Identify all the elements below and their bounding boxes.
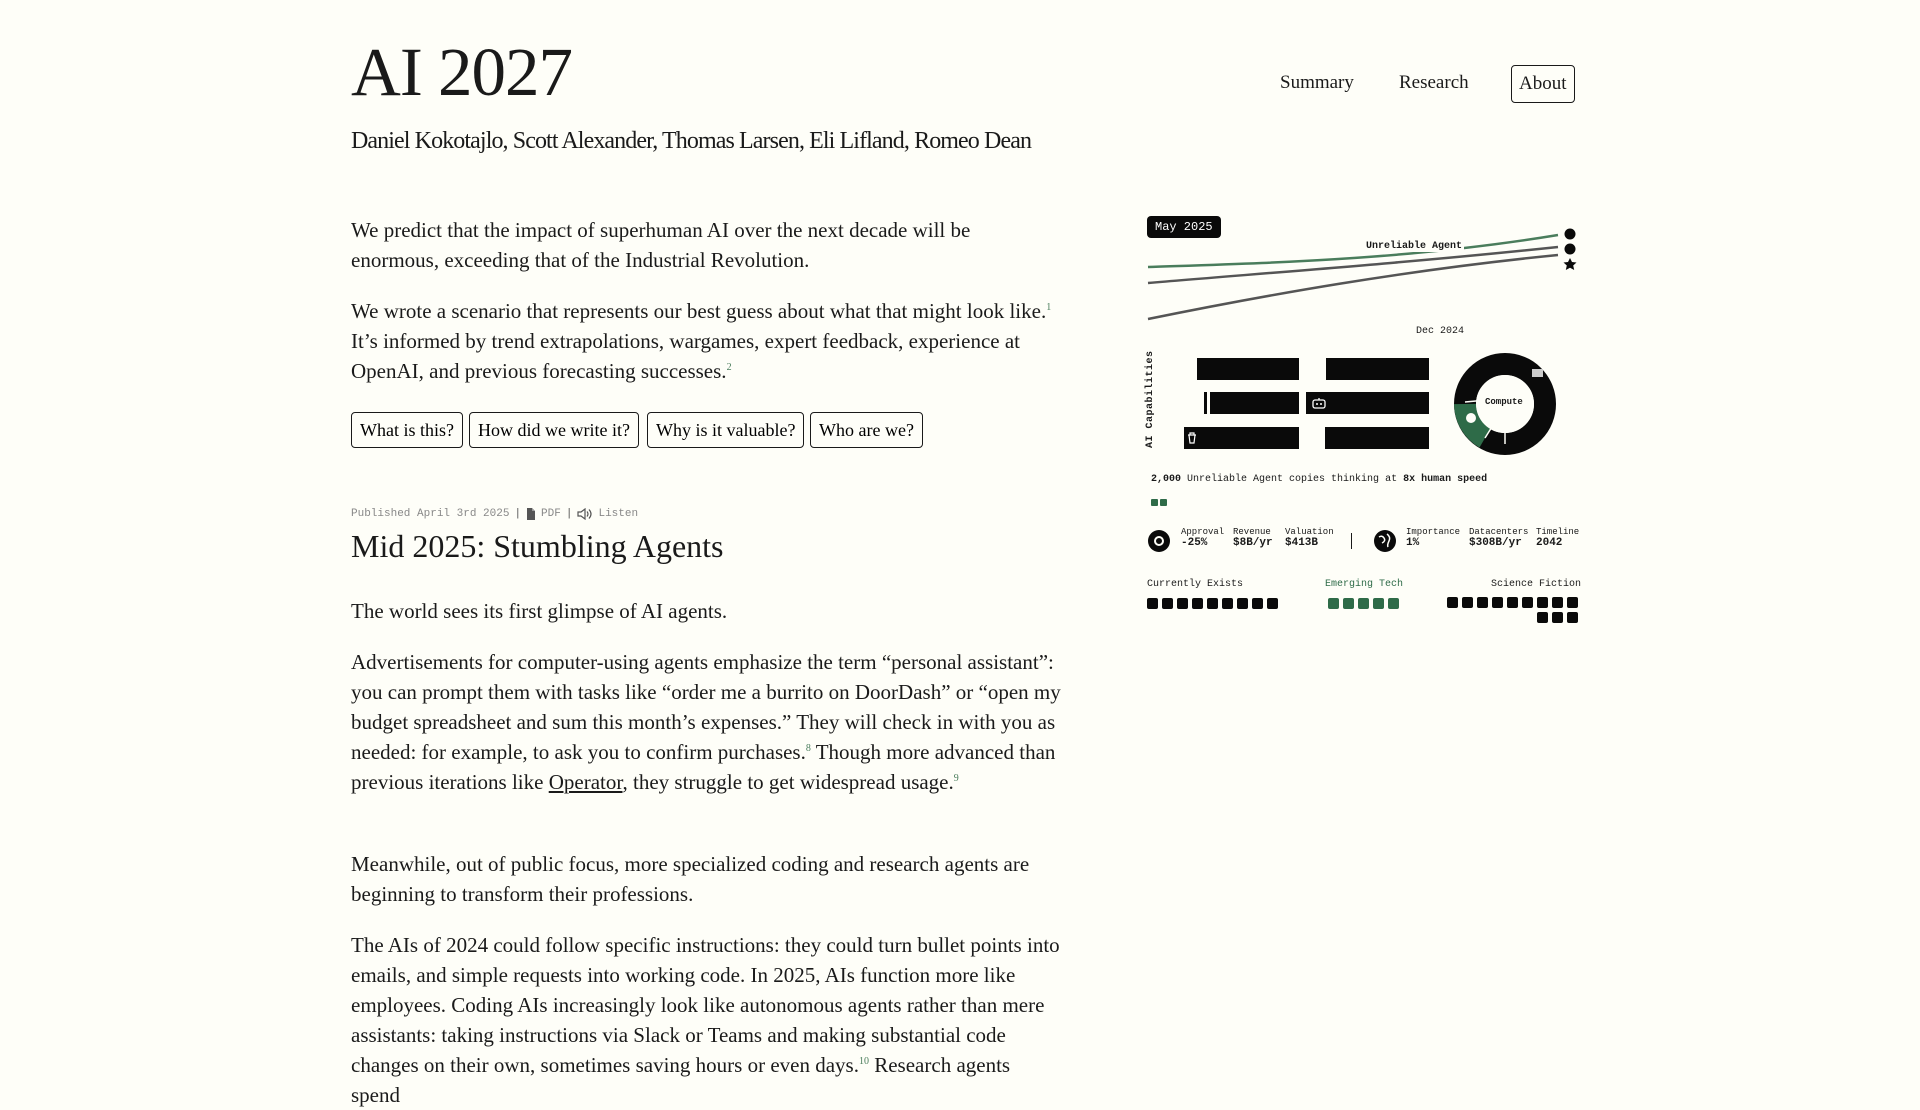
article-p2-text-a: Advertisements for computer-using agents emphasize the term “personal assistant”: you can prompt them with tasks like “order me a burrito on DoorDash” or “open my budget spreadsheet and sum this month’s expenses.” They will check in with you as needed: for example, to ask you to confirm purchases.	[351, 650, 1061, 764]
published-date: Published April 3rd 2025	[351, 508, 510, 520]
article-p2-text-c: , they struggle to get widespread usage.	[622, 770, 954, 794]
tech-square	[1328, 598, 1339, 609]
site-title: AI 2027	[351, 34, 573, 110]
article-meta	[351, 508, 638, 520]
donut-leader-icon	[1466, 413, 1476, 423]
stat-value: 1%	[1406, 537, 1420, 549]
stat-value: 2042	[1536, 537, 1563, 549]
meta-separator: |	[565, 508, 573, 520]
date-badge: May 2025	[1147, 216, 1221, 238]
stat-label: Importance	[1406, 527, 1461, 537]
tech-square	[1177, 598, 1188, 609]
intro-paragraph-2	[351, 296, 1061, 386]
trash-icon	[1186, 432, 1198, 444]
copies-indicator	[1151, 493, 1169, 511]
stat-datacenters	[1469, 527, 1528, 549]
why-is-it-valuable-button[interactable]: Why is it valuable?	[647, 412, 804, 448]
tech-square	[1388, 598, 1399, 609]
tech-squares-emerging	[1328, 596, 1408, 614]
company-logo-icon	[1147, 529, 1171, 553]
star-logo-icon	[1564, 258, 1577, 270]
tech-label-exists: Currently Exists	[1147, 579, 1244, 590]
intro-p2-text-a: We wrote a scenario that represents our best guess about what that might look like.	[351, 299, 1047, 323]
article-paragraph-4	[351, 930, 1061, 1110]
footnote-2[interactable]: 2	[726, 362, 732, 373]
pdf-link[interactable]: PDF	[541, 508, 561, 520]
listen-button[interactable]: Listen	[598, 508, 639, 520]
tech-square	[1343, 598, 1354, 609]
tech-square	[1552, 612, 1563, 623]
tech-square	[1162, 598, 1173, 609]
stat-value: $413B	[1285, 537, 1319, 549]
article-p2-text-b: Though more advanced than previous iterations like	[351, 740, 1056, 794]
capability-marker	[1204, 392, 1207, 414]
article-p4-text-a: The AIs of 2024 could follow specific instructions: they could turn bullet points into emails, and simple requests into working code. In 2025, AIs function more like employees. Coding AIs increasingly look like autonomous agents rather than mere assistants: taking instructions via Slack or Teams and making substantial code changes on their own, sometimes saving hours or even days.	[351, 933, 1060, 1077]
article-paragraph-2	[351, 647, 1061, 797]
tech-square	[1507, 597, 1518, 608]
globe-icon	[1373, 529, 1397, 553]
tech-square	[1447, 597, 1458, 608]
intro-p2-text-b: It’s informed by trend extrapolations, wargames, expert feedback, experience at OpenAI, and previous forecasting successes.	[351, 329, 1021, 383]
donut-center-label: Compute	[1485, 397, 1523, 407]
copies-line	[1151, 474, 1487, 485]
stat-approval	[1181, 527, 1224, 549]
globe-logo-icon	[1565, 244, 1576, 255]
copies-count: 2,000	[1151, 474, 1182, 485]
footnote-10[interactable]: 10	[858, 1056, 869, 1067]
article-paragraph-1: The world sees its first glimpse of AI agents.	[351, 599, 728, 623]
robot-icon	[1312, 397, 1326, 409]
tech-square	[1192, 598, 1203, 609]
tech-square	[1222, 598, 1233, 609]
capability-bar-1	[1197, 358, 1299, 380]
tech-squares-scifi	[1438, 596, 1582, 626]
nav-research[interactable]: Research	[1399, 72, 1469, 93]
tech-square	[1267, 598, 1278, 609]
stat-label: Datacenters	[1469, 527, 1529, 537]
stat-revenue	[1233, 527, 1273, 549]
tech-square	[1537, 597, 1548, 608]
tech-square	[1522, 597, 1533, 608]
capability-bar-3	[1210, 392, 1299, 414]
capability-bar-4	[1306, 392, 1429, 414]
intro-paragraph-1: We predict that the impact of superhuman AI over the next decade will be enormous, exceeding that of the Industrial Revolution.	[351, 218, 971, 272]
leader-logo-icon	[1565, 229, 1576, 240]
copies-text: Unreliable Agent copies thinking at	[1187, 474, 1398, 485]
footnote-8[interactable]: 8	[805, 743, 811, 754]
tech-square	[1552, 597, 1563, 608]
stat-value: $308B/yr	[1469, 537, 1522, 549]
tech-square	[1462, 597, 1473, 608]
tech-square	[1252, 598, 1263, 609]
tech-squares-exists	[1147, 596, 1287, 614]
speaker-icon	[577, 508, 593, 520]
us-flag-icon	[1532, 369, 1543, 377]
footnote-1[interactable]: 1	[1046, 302, 1052, 313]
tech-square	[1567, 612, 1578, 623]
chart-date-label: Dec 2024	[1416, 326, 1465, 337]
tech-square	[1373, 598, 1384, 609]
section-title: Mid 2025: Stumbling Agents	[351, 528, 724, 564]
tech-square	[1207, 598, 1218, 609]
what-is-this-button[interactable]: What is this?	[351, 412, 463, 448]
copies-square	[1151, 499, 1158, 506]
tech-square	[1477, 597, 1488, 608]
stat-valuation	[1285, 527, 1334, 549]
stat-label: Approval	[1181, 527, 1225, 537]
tech-label-emerging: Emerging Tech	[1325, 579, 1404, 590]
tech-square	[1358, 598, 1369, 609]
who-are-we-button[interactable]: Who are we?	[810, 412, 923, 448]
capability-bar-6	[1325, 427, 1429, 449]
tech-square	[1147, 598, 1158, 609]
capability-bar-2	[1326, 358, 1429, 380]
copies-speed: 8x human speed	[1403, 474, 1488, 485]
footnote-9[interactable]: 9	[953, 773, 959, 784]
stat-importance	[1406, 527, 1460, 549]
nav-summary[interactable]: Summary	[1280, 72, 1354, 93]
capability-bar-5	[1184, 427, 1299, 449]
tech-square	[1567, 597, 1578, 608]
how-did-we-write-it-button[interactable]: How did we write it?	[469, 412, 639, 448]
tech-square	[1537, 612, 1548, 623]
stat-label: Timeline	[1536, 527, 1580, 537]
stat-value: $8B/yr	[1233, 537, 1273, 549]
chart-agent-label: Unreliable Agent	[1366, 241, 1463, 252]
tech-square	[1237, 598, 1248, 609]
pdf-icon	[526, 508, 536, 520]
capability-trend-chart	[1146, 225, 1582, 325]
meta-separator: |	[514, 508, 522, 520]
stat-label: Revenue	[1233, 527, 1271, 537]
copies-square	[1160, 499, 1167, 506]
operator-link[interactable]: Operator	[548, 770, 623, 794]
stat-label: Valuation	[1285, 527, 1334, 537]
stats-divider	[1351, 533, 1352, 549]
author-list: Daniel Kokotajlo, Scott Alexander, Thomas Larsen, Eli Lifland, Romeo Dean	[351, 128, 1032, 154]
stat-timeline	[1536, 527, 1579, 549]
tech-label-scifi: Science Fiction	[1491, 579, 1582, 590]
tech-square	[1492, 597, 1503, 608]
stat-value: -25%	[1181, 537, 1208, 549]
nav-about[interactable]: About	[1511, 65, 1575, 103]
article-p4-text-b: Research agents spend	[351, 1053, 1011, 1107]
article-paragraph-3: Meanwhile, out of public focus, more specialized coding and research agents are beginning to transform their professions.	[351, 852, 1030, 906]
capabilities-axis-label: AI Capabilities	[1145, 350, 1156, 448]
